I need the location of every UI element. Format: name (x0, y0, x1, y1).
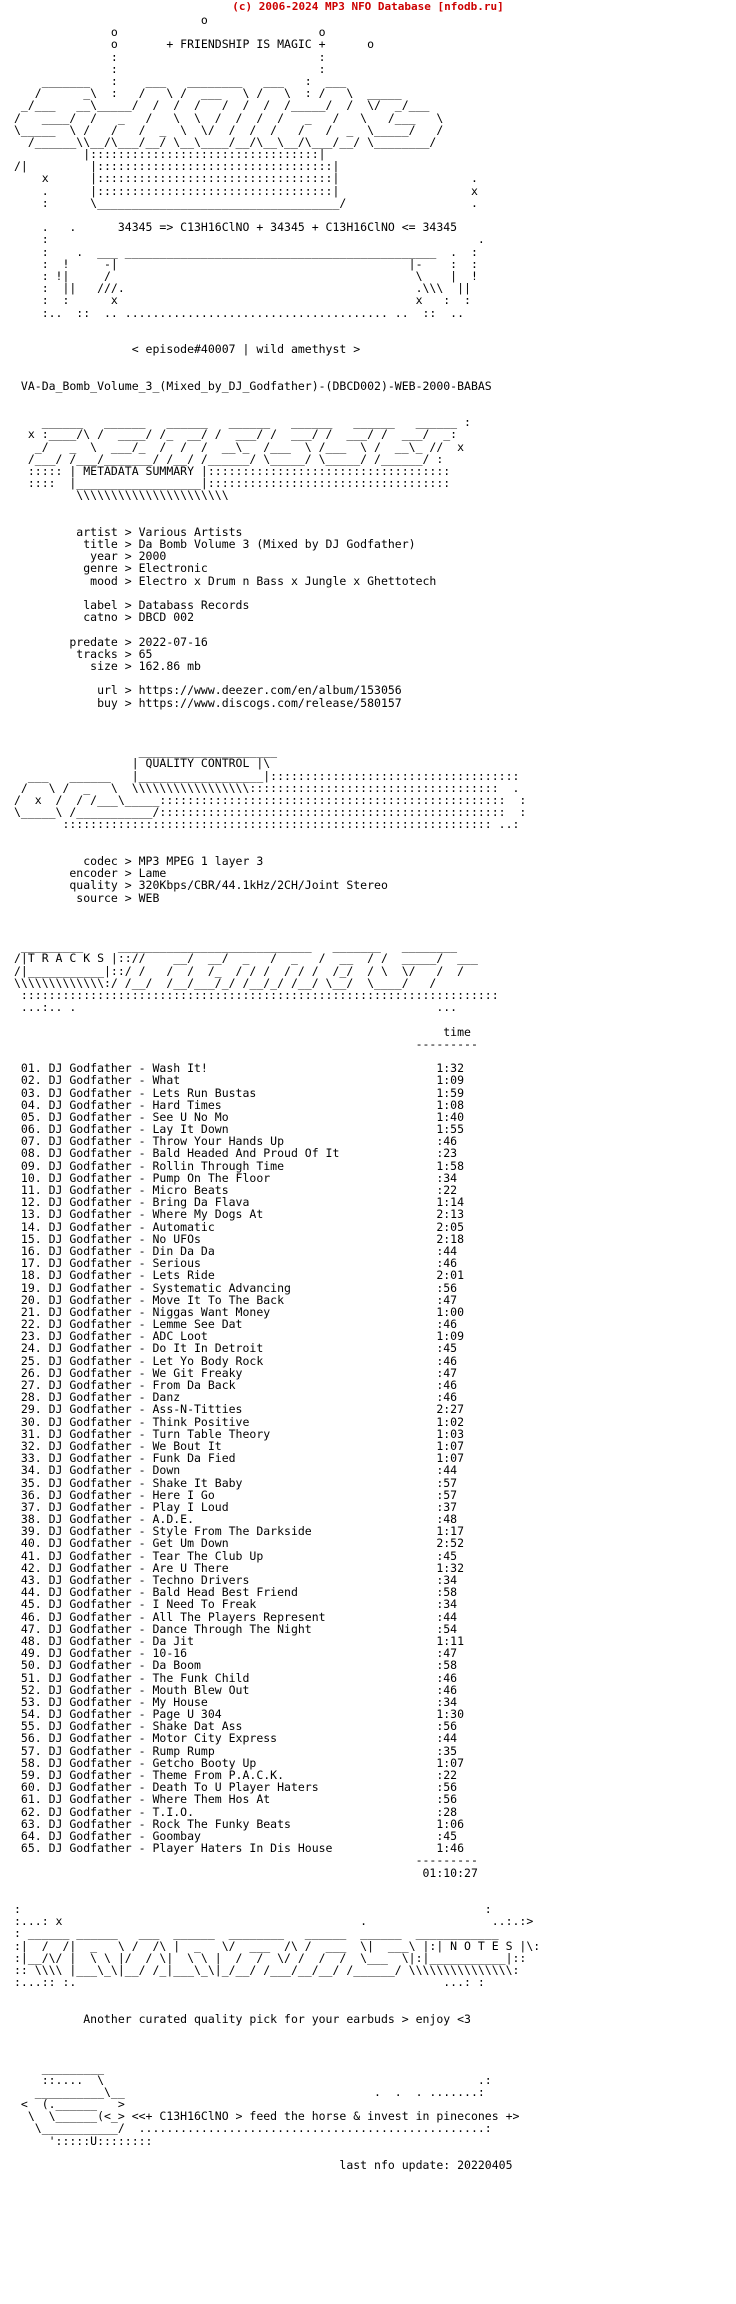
nfo-line: / ____/ / _ / \ \ / / / / _ / \ /___ \ (14, 110, 444, 125)
nfo-line: 07. DJ Godfather - Throw Your Hands Up :46 (14, 1134, 458, 1149)
nfo-line: ___ ______ |__________________|:::::::::::::::::::::::::::::::::::: (14, 768, 520, 783)
nfo-line: : || ///. .\\\ || (14, 281, 471, 296)
nfo-line: \_____\ /___________/:::::::::::::::::::::::::::::::::::::::::::::::::: : (14, 805, 527, 820)
nfo-line: :: \\\\ |___\_\|__/ /_|___\_\|_/__/ /___/__/__/ /______/ \\\\\\\\\\\\\\\: (14, 1963, 520, 1977)
nfo-line: ::.... \ .: (14, 2072, 492, 2087)
nfo-line: source > WEB (14, 890, 160, 905)
nfo-line: 10. DJ Godfather - Pump On The Floor :34 (14, 1170, 458, 1185)
nfo-line: 65. DJ Godfather - Player Haters In Dis House 1:46 (14, 1841, 465, 1856)
nfo-line: 14. DJ Godfather - Automatic 2:05 (14, 1219, 465, 1234)
nfo-line: title > Da Bomb Volume 3 (Mixed by DJ Godfather) (14, 537, 416, 552)
nfo-line: 13. DJ Godfather - Where My Dogs At 2:13 (14, 1207, 465, 1222)
nfo-line: 60. DJ Godfather - Death To U Player Haters :56 (14, 1780, 458, 1795)
nfo-line: 53. DJ Godfather - My House :34 (14, 1694, 458, 1709)
nfo-line: 50. DJ Godfather - Da Boom :58 (14, 1658, 458, 1673)
nfo-line: /|___________|::/ / / / /_ / / / / / / /_/ / \ \/ / / (14, 963, 465, 978)
nfo-line: : : (14, 49, 326, 64)
nfo-line: 46. DJ Godfather - All The Players Represent :44 (14, 1609, 458, 1624)
nfo-line: 64. DJ Godfather - Goombay :45 (14, 1828, 458, 1843)
nfo-line: ...:.. . ... (14, 1000, 458, 1015)
nfo-line: mood > Electro x Drum n Bass x Jungle x Ghettotech (14, 573, 437, 588)
nfo-line: 02. DJ Godfather - What 1:09 (14, 1073, 465, 1088)
nfo-line (14, 355, 540, 367)
nfo-line: artist > Various Artists (14, 524, 243, 539)
nfo-line: predate > 2022-07-16 (14, 634, 208, 649)
nfo-line: : : (14, 1902, 492, 1917)
nfo-line: : . ___ _____________________________________________ . : (14, 244, 478, 259)
nfo-line: 18. DJ Godfather - Lets Ride 2:01 (14, 1268, 465, 1283)
nfo-line (14, 904, 540, 916)
nfo-line (14, 2025, 540, 2037)
nfo-line: label > Databass Records (14, 598, 250, 612)
nfo-line: /| |::::::::::::::::::::::::::::::::::| (14, 159, 340, 174)
nfo-line: last nfo update: 20220405 (14, 2158, 513, 2172)
nfo-line: genre > Electronic (14, 561, 208, 576)
nfo-line: | QUALITY CONTROL |\ (14, 756, 271, 771)
nfo-line: 16. DJ Godfather - Din Da Da :44 (14, 1243, 458, 1258)
nfo-line (14, 916, 540, 928)
nfo-line: 35. DJ Godfather - Shake It Baby :57 (14, 1475, 458, 1490)
nfo-line (14, 721, 540, 733)
nfo-text (14, 14, 540, 2171)
nfo-line: : ______ ______ ___ ______ ________ ______ ______ ____________ (14, 1926, 499, 1941)
nfo-line: :|__/\/ | \ \ |/ / \| \ \ | / / \/ / / / \___ \|:|___________|:: (14, 1950, 527, 1965)
nfo-line: 33. DJ Godfather - Funk Da Fied 1:07 (14, 1451, 465, 1466)
nfo-line: codec > MP3 MPEG 1 layer 3 (14, 853, 264, 868)
nfo-line: 30. DJ Godfather - Think Positive 1:02 (14, 1414, 465, 1429)
nfo-line: x :____/\ / ____/ /_ __/ / ___/ / ___/ / ___/ / ___/ _: (14, 427, 458, 442)
nfo-line: 59. DJ Godfather - Theme From P.A.C.K. :22 (14, 1768, 458, 1782)
nfo-line (14, 2049, 540, 2061)
nfo-line: 55. DJ Godfather - Shake Dat Ass :56 (14, 1719, 458, 1734)
nfo-line: 19. DJ Godfather - Systematic Advancing :56 (14, 1280, 458, 1295)
nfo-line: :::::::::::::::::::::::::::::::::::::::::::::::::::::::::::::: ..: (14, 817, 520, 832)
nfo-line: \\\\\\\\\\\\\:/ /__/ /__/___/_/ /__/_/ /__/ \__/ \____/ / (14, 975, 437, 990)
nfo-line (14, 831, 540, 843)
nfo-line: 52. DJ Godfather - Mouth Blew Out :46 (14, 1682, 458, 1697)
nfo-line: \_____ \ / / / _ \ \/ / / / / / _ \_____/ / (14, 122, 444, 137)
nfo-line: url > https://www.deezer.com/en/album/153056 (14, 683, 402, 698)
nfo-line: ':::::U:::::::: (14, 2133, 153, 2148)
nfo-line: 01:10:27 (14, 1865, 478, 1880)
nfo-line: 48. DJ Godfather - Da Jit 1:11 (14, 1633, 465, 1648)
nfo-line (14, 623, 540, 635)
nfo-line: 62. DJ Godfather - T.I.O. :28 (14, 1804, 458, 1819)
nfo-line: 01. DJ Godfather - Wash It! 1:32 (14, 1061, 465, 1076)
nfo-line: 09. DJ Godfather - Rollin Through Time 1:58 (14, 1158, 465, 1173)
nfo-line (14, 709, 540, 721)
nfo-line: x |::::::::::::::::::::::::::::::::::| . (14, 171, 478, 186)
nfo-line: : : (14, 61, 326, 76)
nfo-line: 26. DJ Godfather - We Git Freaky :47 (14, 1365, 458, 1380)
nfo-line: encoder > Lame (14, 866, 167, 881)
nfo-line: ::::: | METADATA SUMMARY |::::::::::::::::::::::::::::::::::: (14, 463, 451, 478)
nfo-line: \___________/ ..................................................: (14, 2121, 492, 2136)
nfo-line: 42. DJ Godfather - Are U There 1:32 (14, 1560, 465, 1575)
nfo-line (14, 319, 540, 331)
nfo-line: :...: x . ..:.:> (14, 1914, 534, 1929)
nfo-line: / _\ : / \ / ___ \ / \ : / \ _____ (14, 86, 402, 101)
nfo-line: / \ / _ \ \\\\\\\\\\\\\\\\\:::::::::::::::::::::::::::::::::::: . (14, 780, 520, 795)
nfo-line: 12. DJ Godfather - Bring Da Flava 1:14 (14, 1195, 465, 1210)
nfo-line: \ \______(<_> <<+ C13H16ClNO > feed the horse & invest in pinecones +> (14, 2109, 520, 2124)
nfo-line: o + FRIENDSHIP IS MAGIC + o (14, 37, 375, 52)
nfo-line (14, 367, 540, 379)
nfo-line: --------- (14, 1853, 478, 1868)
nfo-line: : \___________________________________/ . (14, 195, 478, 210)
nfo-line: 11. DJ Godfather - Micro Beats :22 (14, 1183, 458, 1197)
nfo-line: quality > 320Kbps/CBR/44.1kHz/2CH/Joint Stereo (14, 878, 388, 893)
nfo-line: 49. DJ Godfather - 10-16 :47 (14, 1646, 458, 1661)
nfo-line: 38. DJ Godfather - A.D.E. :48 (14, 1512, 458, 1527)
nfo-line: :...:: :. ...: : (14, 1975, 485, 1990)
nfo-line: catno > DBCD 002 (14, 610, 195, 625)
nfo-line: : . (14, 232, 485, 247)
nfo-line: ____________________ (14, 744, 278, 759)
nfo-line: :| / /| _ \ / /\ | _ \/ ___ /\ / ___ \| ___\ |:| N O T E S |\: (14, 1938, 541, 1953)
nfo-line: 32. DJ Godfather - We Bout It 1:07 (14, 1438, 465, 1453)
nfo-line: _________ (14, 2060, 105, 2075)
nfo-line (14, 1879, 540, 1891)
nfo-line: :::: |__________________|::::::::::::::::::::::::::::::::::: (14, 476, 451, 491)
nfo-line: 34. DJ Godfather - Down :44 (14, 1463, 458, 1478)
nfo-line: _________ ____________________________ _______ ________ (14, 939, 458, 954)
nfo-line: 51. DJ Godfather - The Funk Child :46 (14, 1670, 458, 1685)
nfo-line: 15. DJ Godfather - No UFOs 2:18 (14, 1231, 465, 1246)
nfo-line: ______ ______ ______ ______ ______ ______ ______ : (14, 415, 471, 430)
nfo-line: 03. DJ Godfather - Lets Run Bustas 1:59 (14, 1085, 465, 1100)
nfo-line: / x / / /___\_____:::::::::::::::::::::::::::::::::::::::::::::::::: : (14, 793, 527, 807)
nfo-line: 06. DJ Godfather - Lay It Down 1:55 (14, 1122, 465, 1137)
nfo-line: ::::::::::::::::::::::::::::::::::::::::::::::::::::::::::::::::::::: (14, 988, 499, 1002)
nfo-line: 04. DJ Godfather - Hard Times 1:08 (14, 1097, 465, 1112)
nfo-line: /|T R A C K S |::// __/ __/ _ / _ / __ / / _____/ ___ (14, 951, 478, 966)
nfo-line: 21. DJ Godfather - Niggas Want Money 1:00 (14, 1304, 465, 1319)
nfo-line: 39. DJ Godfather - Style From The Darkside 1:17 (14, 1524, 465, 1539)
nfo-line: VA-Da_Bomb_Volume_3_(Mixed_by_DJ_Godfather)-(DBCD002)-WEB-2000-BABAS (14, 378, 492, 393)
nfo-line: 45. DJ Godfather - I Need To Freak :34 (14, 1597, 458, 1612)
nfo-line: 56. DJ Godfather - Motor City Express :44 (14, 1731, 458, 1746)
nfo-line: 31. DJ Godfather - Turn Table Theory 1:03 (14, 1426, 465, 1441)
nfo-line: 22. DJ Godfather - Lemme See Dat :46 (14, 1317, 458, 1332)
nfo-line: 08. DJ Godfather - Bald Headed And Proud Of It :23 (14, 1146, 458, 1161)
nfo-line: : ! -| |- : : (14, 256, 478, 271)
nfo-line: _______ : ___ ________ ___ : ___ (14, 73, 347, 88)
nfo-line: _/___ __\_____/ / / / / / / /_____/ / \/ _/___ (14, 98, 430, 113)
nfo-line: < episode#40007 | wild amethyst > (14, 342, 361, 357)
nfo-line: size > 162.86 mb (14, 658, 201, 673)
nfo-line: 47. DJ Godfather - Dance Through The Night :54 (14, 1621, 458, 1636)
nfo-line: 58. DJ Godfather - Getcho Booty Up 1:07 (14, 1755, 465, 1770)
nfo-line: _/ _ \ ___/_ / / / __\_ /___ \ /___ \ / __\_ // x (14, 439, 465, 454)
nfo-line: /______\\__/\___/__/ \__\____/__/\__\__/\___/__/ \________/ (14, 134, 437, 149)
nfo-line: 36. DJ Godfather - Here I Go :57 (14, 1487, 458, 1502)
nfo-line: tracks > 65 (14, 646, 153, 661)
nfo-line (14, 1988, 540, 2000)
nfo-line: 17. DJ Godfather - Serious :46 (14, 1256, 458, 1271)
nfo-line (14, 2037, 540, 2049)
nfo-line: : : x x : : (14, 293, 471, 308)
nfo-line: --------- (14, 1036, 478, 1051)
nfo-line: 63. DJ Godfather - Rock The Funky Beats 1:06 (14, 1816, 465, 1831)
nfo-line (14, 2001, 540, 2013)
nfo-line: o (14, 13, 208, 27)
nfo-line: 54. DJ Godfather - Page U 304 1:30 (14, 1707, 465, 1722)
nfo-line: 25. DJ Godfather - Let Yo Body Rock :46 (14, 1353, 458, 1368)
nfo-line: 27. DJ Godfather - From Da Back :46 (14, 1378, 458, 1392)
nfo-line: . |::::::::::::::::::::::::::::::::::| x (14, 183, 478, 198)
nfo-line: |:::::::::::::::::::::::::::::::::| (14, 147, 326, 162)
nfo-line: 41. DJ Godfather - Tear The Club Up :45 (14, 1548, 458, 1563)
nfo-line: /___/ /___/_______/ /__/ /______/ \_____/ \_____/ /______/ : (14, 451, 444, 466)
nfo-line: 23. DJ Godfather - ADC Loot 1:09 (14, 1329, 465, 1344)
nfo-line: year > 2000 (14, 549, 167, 564)
nfo-line: 24. DJ Godfather - Do It In Detroit :45 (14, 1341, 458, 1356)
nfo-line: Another curated quality pick for your earbuds > enjoy <3 (14, 2011, 471, 2026)
nfo-line: 29. DJ Godfather - Ass-N-Titties 2:27 (14, 1402, 465, 1417)
nfo-line (14, 1013, 540, 1025)
nfo-line: o o (14, 25, 326, 40)
nfo-line: \\\\\\\\\\\\\\\\\\\\\\ (14, 488, 229, 503)
nfo-line: 43. DJ Godfather - Techno Drivers :34 (14, 1573, 458, 1587)
nfo-line: 05. DJ Godfather - See U No Mo 1:40 (14, 1109, 465, 1124)
nfo-line: 20. DJ Godfather - Move It To The Back :47 (14, 1292, 458, 1307)
nfo-line: 40. DJ Godfather - Get Um Down 2:52 (14, 1536, 465, 1551)
nfo-line: 57. DJ Godfather - Rump Rump :35 (14, 1743, 458, 1758)
nfo-line: :.. :: .. ...................................... .. :: .. (14, 305, 465, 320)
nfo-line: 28. DJ Godfather - Danz :46 (14, 1390, 458, 1405)
nfo-line: < (.______ > (14, 2097, 125, 2112)
nfo-line (14, 392, 540, 404)
nfo-line: . . 34345 => C13H16ClNO + 34345 + C13H16ClNO <= 34345 (14, 220, 458, 235)
nfo-line: buy > https://www.discogs.com/release/580157 (14, 695, 402, 710)
nfo-line: 61. DJ Godfather - Where Them Hos At :56 (14, 1792, 458, 1807)
nfo-line: : !| / \ | ! (14, 268, 478, 283)
nfo-line: __________\__ . . . .......: (14, 2084, 485, 2099)
nfo-line: 37. DJ Godfather - Play I Loud :37 (14, 1499, 458, 1514)
nfo-line: time (14, 1024, 471, 1039)
nfo-line: 44. DJ Godfather - Bald Head Best Friend :58 (14, 1585, 458, 1600)
nfo-line (14, 502, 540, 514)
site-header: (c) 2006-2024 MP3 NFO Database [nfodb.ru] (232, 0, 504, 13)
